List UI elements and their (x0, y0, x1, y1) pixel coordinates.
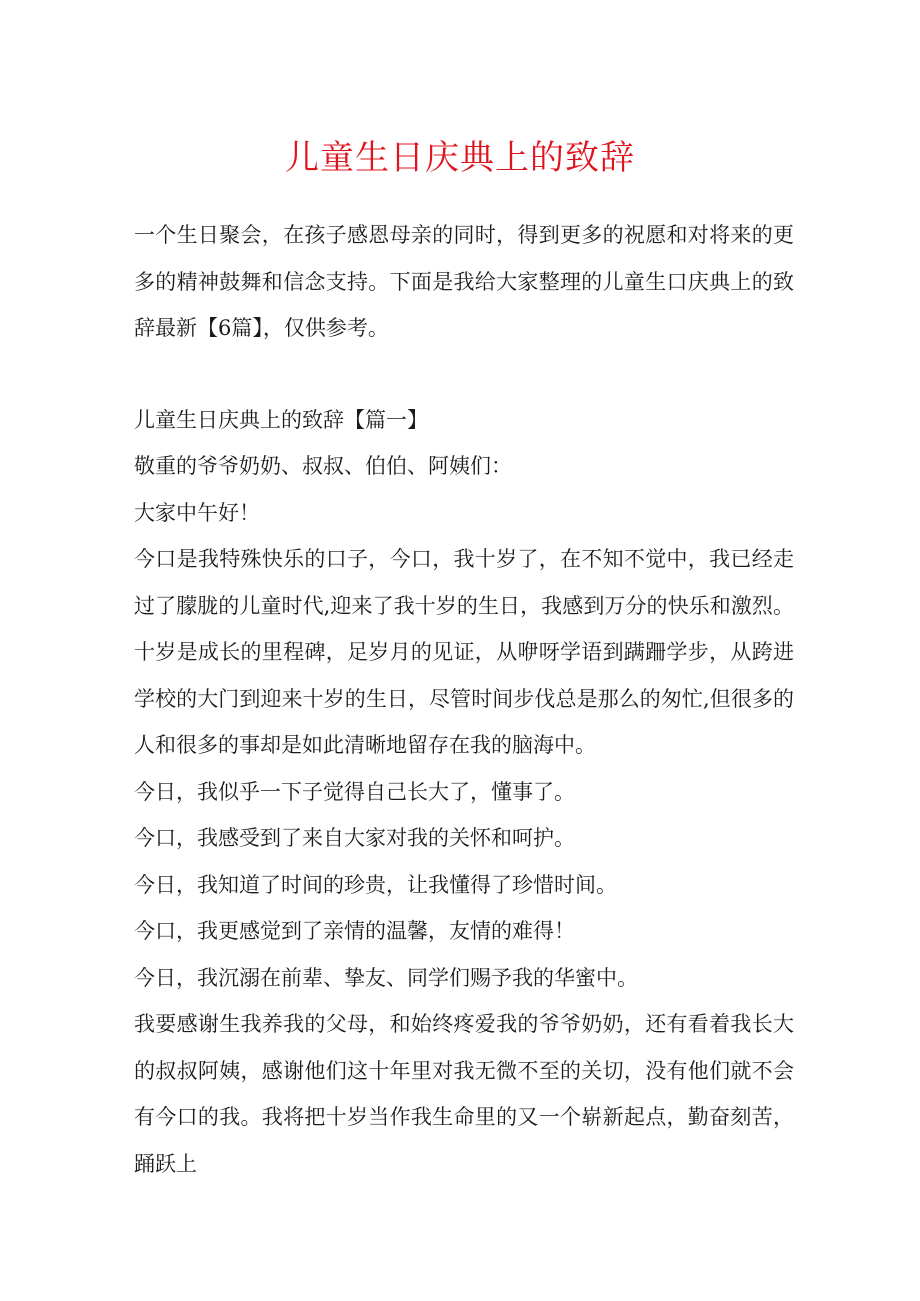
section-heading: 儿童生日庆典上的致辞【篇一】 (134, 407, 428, 432)
body-paragraph: 今日，我沉溺在前辈、挚友、同学们赐予我的华蜜中。 (134, 965, 638, 990)
body-paragraph: 今日，我似乎一下子觉得自己长大了，懂事了。 (134, 779, 575, 804)
salutation-paragraph: 敬重的爷爷奶奶、叔叔、伯伯、阿姨们： (134, 454, 512, 478)
intro-paragraph: 一个生日聚会，在孩子感恩母亲的同时，得到更多的祝愿和对将来的更多的精神鼓舞和信念支持。下面是我给大家整理的儿童生口庆典上的致辞最新【6篇】，仅供参考。 (134, 223, 794, 340)
body-paragraph: 今口，我更感觉到了亲情的温馨，友情的难得！ (134, 919, 575, 943)
greeting-paragraph: 大家中午好！ (134, 500, 260, 525)
document-body (134, 212, 794, 1187)
body-paragraph: 今口是我特殊快乐的口子，今口，我十岁了，在不知不觉中，我已经走过了朦胧的儿童时代,迎来了我十岁的生日，我感到万分的快乐和激烈。十岁是成长的里程碑，足岁月的见证，从咿呀学语到蹒跚学步，从跨进学校的大门到迎来十岁的生日，尽管时间步伐总是那么的匆忙,但很多的人和很多的事却是如此清晰地留存在我的脑海中。 (134, 547, 794, 757)
body-paragraph: 今日，我知道了时间的珍贵，让我懂得了珍惜时间。 (134, 872, 617, 897)
body-paragraph: 今口，我感受到了来自大家对我的关怀和呵护。 (134, 826, 575, 850)
document-title: 儿童生日庆典上的致辞 (285, 138, 635, 178)
body-paragraph: 我要感谢生我养我的父母，和始终疼爱我的爷爷奶奶，还有看着我长大的叔叔阿姨，感谢他们这十年里对我无微不至的关切，没有他们就不会有今口的我。我将把十岁当作我生命里的又一个崭新起点，勤奋刻苦，踊跃上 (134, 1012, 794, 1176)
